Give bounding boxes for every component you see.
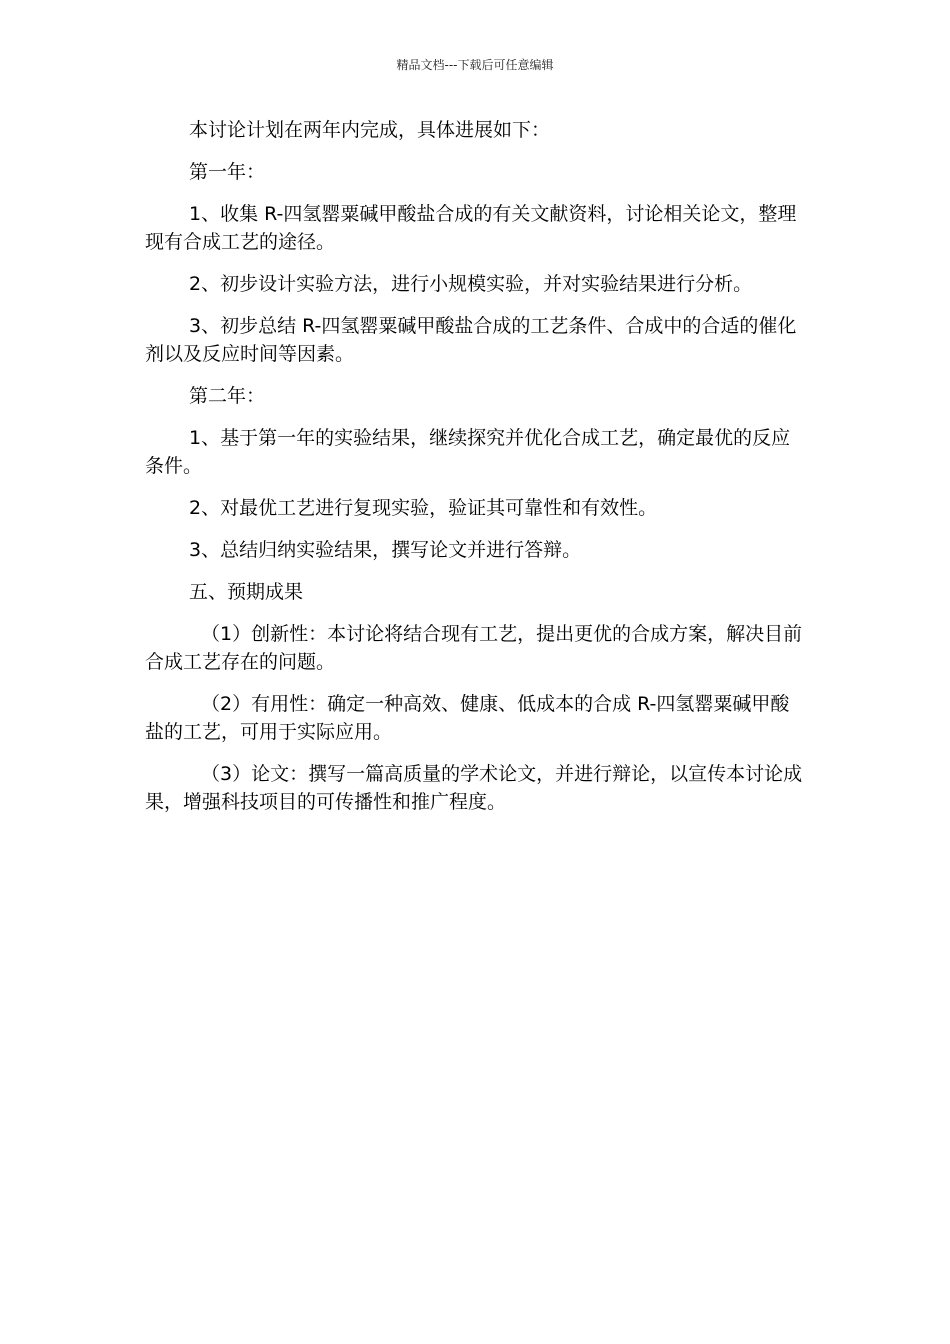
outcome-usefulness: （2）有用性：确定一种高效、健康、低成本的合成 R-四氢罂粟碱甲酸盐的工艺，可用于实际应用。 bbox=[145, 693, 790, 743]
year-one-item-2: 2、初步设计实验方法，进行小规模实验，并对实验结果进行分析。 bbox=[189, 273, 753, 295]
year-one-item-3: 3、初步总结 R-四氢罂粟碱甲酸盐合成的工艺条件、合成中的合适的催化剂以及反应时间等因素。 bbox=[145, 315, 797, 365]
year-two-heading: 第二年： bbox=[189, 385, 266, 407]
year-two-item-3: 3、总结归纳实验结果，撰写论文并进行答辩。 bbox=[189, 539, 582, 561]
section-five-heading: 五、预期成果 bbox=[189, 581, 304, 603]
outcome-innovation: （1）创新性：本讨论将结合现有工艺，提出更优的合成方案，解决目前合成工艺存在的问题。 bbox=[145, 623, 803, 673]
year-one-heading: 第一年： bbox=[189, 161, 266, 183]
year-two-item-1: 1、基于第一年的实验结果，继续探究并优化合成工艺，确定最优的反应条件。 bbox=[145, 427, 791, 477]
page-header: 精品文档---下载后可任意编辑 bbox=[396, 58, 554, 72]
outcome-paper: （3）论文：撰写一篇高质量的学术论文，并进行辩论，以宣传本讨论成果，增强科技项目的可传播性和推广程度。 bbox=[145, 763, 803, 813]
document-body bbox=[145, 116, 805, 830]
intro-paragraph: 本讨论计划在两年内完成，具体进展如下： bbox=[189, 119, 551, 141]
year-two-item-2: 2、对最优工艺进行复现实验，验证其可靠性和有效性。 bbox=[189, 497, 658, 519]
year-one-item-1: 1、收集 R-四氢罂粟碱甲酸盐合成的有关文献资料，讨论相关论文，整理现有合成工艺的途径。 bbox=[145, 203, 797, 253]
